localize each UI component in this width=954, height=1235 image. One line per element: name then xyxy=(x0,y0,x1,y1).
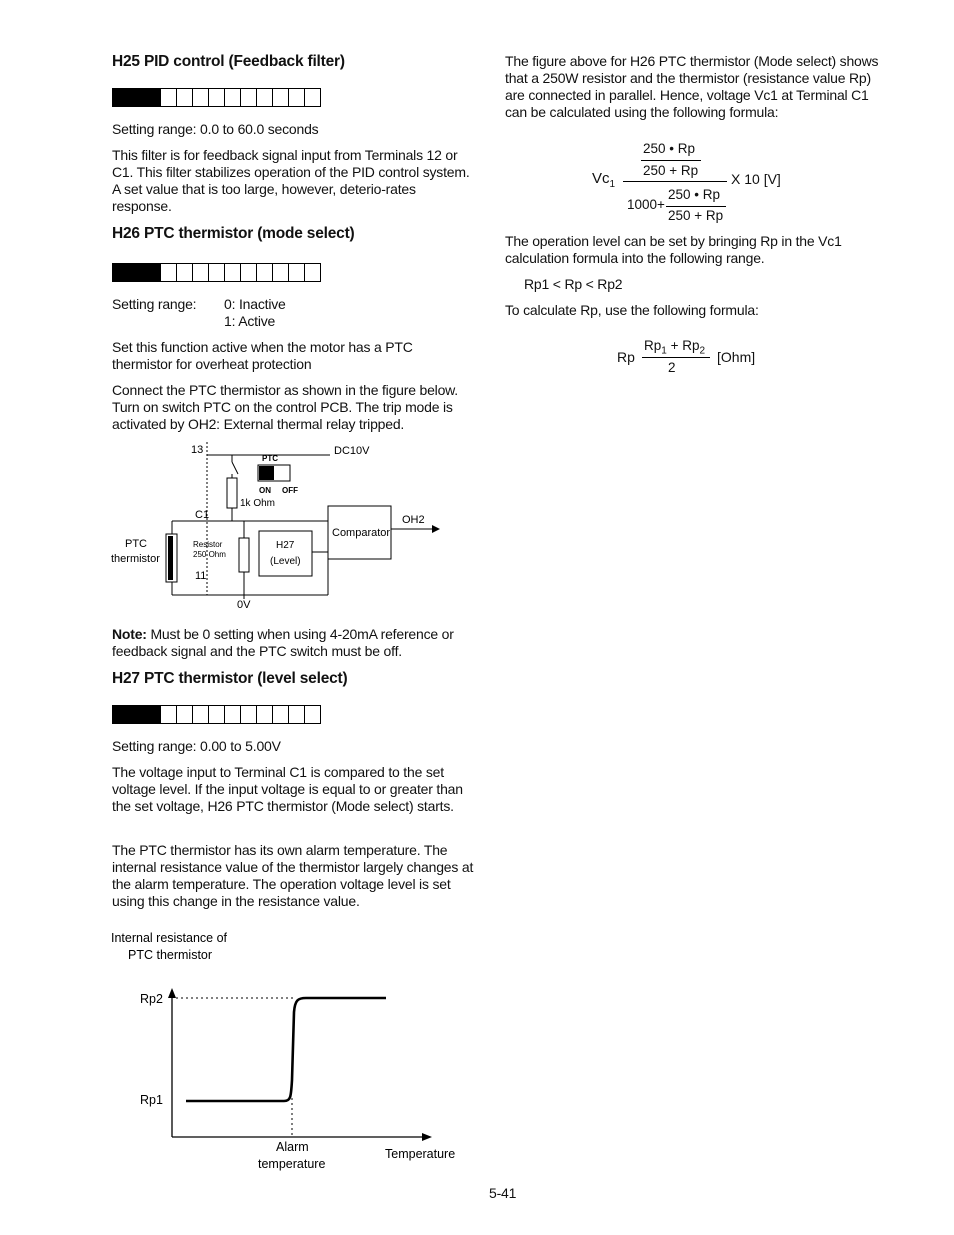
note-text: Must be 0 setting when using 4-20mA reference or feedback signal and the PTC switch must be off. xyxy=(112,626,454,659)
den-denominator: 250 + Rp xyxy=(668,208,724,223)
graph-ylabel-1: Internal resistance of xyxy=(111,931,228,945)
rp-range: Rp1 < Rp < Rp2 xyxy=(524,276,623,292)
den-prefix: 1000+ xyxy=(627,197,665,212)
note xyxy=(112,626,474,660)
num-numerator: 250 • Rp xyxy=(643,141,696,156)
resistor-value-label: 250 Ohm xyxy=(193,550,226,559)
right-para-3: To calculate Rp, use the following formula: xyxy=(505,302,759,318)
h26-title: H26 PTC thermistor (mode select) xyxy=(112,225,355,242)
resistance-temperature-graph xyxy=(105,925,465,1175)
graph-rp2-label: Rp2 xyxy=(140,992,163,1006)
resistor-label: Resistor xyxy=(193,540,223,549)
inner-fraction-bar-bottom xyxy=(666,206,726,207)
note-label: Note: xyxy=(112,626,147,642)
rp-formula xyxy=(615,337,775,382)
terminal-11-label: 11 xyxy=(195,570,207,582)
vc-symbol: $Vc_1$ xyxy=(592,170,616,190)
rp-numerator: $Rp_1 + Rp_2$ xyxy=(644,338,706,357)
inner-fraction-bar-top xyxy=(641,160,701,161)
h27-level-label: (Level) xyxy=(270,556,301,567)
h26-range-opt2: 1: Active xyxy=(224,313,276,329)
right-para-2: The operation level can be set by bringing Rp in the Vc1 calculation formula into the following range. xyxy=(505,233,842,266)
ptc-circuit-diagram xyxy=(105,438,450,616)
graph-alarm-label-2: temperature xyxy=(258,1157,326,1171)
rp-symbol: Rp xyxy=(617,349,635,365)
main-fraction-bar xyxy=(623,181,727,182)
h27-title: H27 PTC thermistor (level select) xyxy=(112,670,348,687)
h27-label: H27 xyxy=(276,540,295,551)
thermistor-label: thermistor xyxy=(111,553,160,565)
h25-range: Setting range: 0.0 to 60.0 seconds xyxy=(112,121,319,137)
ptc-label: PTC xyxy=(125,538,147,550)
switch-on-label: ON xyxy=(259,486,271,495)
num-denominator: 250 + Rp xyxy=(643,163,699,178)
h26-para-2: Connect the PTC thermistor as shown in the figure below. Turn on switch PTC on the control PCB. The trip mode is activated by OH2: External thermal relay tripped. xyxy=(112,382,458,432)
graph-alarm-label-1: Alarm xyxy=(276,1140,309,1154)
ptc-switch-label: PTC xyxy=(262,454,278,463)
oh2-label: OH2 xyxy=(402,514,425,526)
h27-para-2: The PTC thermistor has its own alarm temperature. The internal resistance value of the thermistor largely changes at the alarm temperature. The operation voltage level is set using this change in the resistance value. xyxy=(112,842,474,909)
h25-code-boxes xyxy=(112,88,320,107)
graph-ylabel-2: PTC thermistor xyxy=(128,948,213,962)
times-10-v: X 10 [V] xyxy=(731,171,781,187)
ohm-unit: [Ohm] xyxy=(717,349,756,365)
right-para-1: The figure above for H26 PTC thermistor (Mode select) shows that a 250W resistor and the thermistor (resistance value Rp) are connected in parallel. Hence, voltage Vc1 at Terminal C1 can be calculated using the following formula: xyxy=(505,53,879,120)
comparator-label: Comparator xyxy=(332,527,391,539)
res-1k-label: 1k Ohm xyxy=(240,498,276,509)
den-numerator: 250 • Rp xyxy=(668,187,721,202)
h26-range-label: Setting range: xyxy=(112,296,197,312)
h27-code-boxes xyxy=(112,705,320,724)
h25-body: This filter is for feedback signal input from Terminals 12 or C1. This filter stabilizes operation of the PID control system. A set value that is too large, however, deterio-rates response. xyxy=(112,147,470,214)
rp-fraction-bar xyxy=(642,357,710,358)
terminal-c1-label: C1 xyxy=(195,509,210,521)
dc10v-label: DC10V xyxy=(334,445,370,457)
h26-para-1: Set this function active when the motor has a PTC thermistor for overheat protection xyxy=(112,339,413,372)
h26-code-boxes xyxy=(112,263,320,282)
terminal-13-label: 13 xyxy=(191,444,204,456)
h25-title: H25 PID control (Feedback filter) xyxy=(112,53,345,70)
h27-range: Setting range: 0.00 to 5.00V xyxy=(112,738,281,754)
vc1-formula xyxy=(590,138,790,230)
switch-off-label: OFF xyxy=(282,486,298,495)
graph-rp1-label: Rp1 xyxy=(140,1093,163,1107)
page-number: 5-41 xyxy=(489,1185,517,1201)
rp-denominator: 2 xyxy=(668,360,676,375)
h27-para-1: The voltage input to Terminal C1 is compared to the set voltage level. If the input voltage is equal to or greater than the set voltage, H26 PTC thermistor (Mode select) starts. xyxy=(112,764,463,814)
graph-xlabel: Temperature xyxy=(385,1147,456,1161)
zero-v-label: 0V xyxy=(237,599,251,611)
h26-range-opt1: 0: Inactive xyxy=(224,296,286,312)
